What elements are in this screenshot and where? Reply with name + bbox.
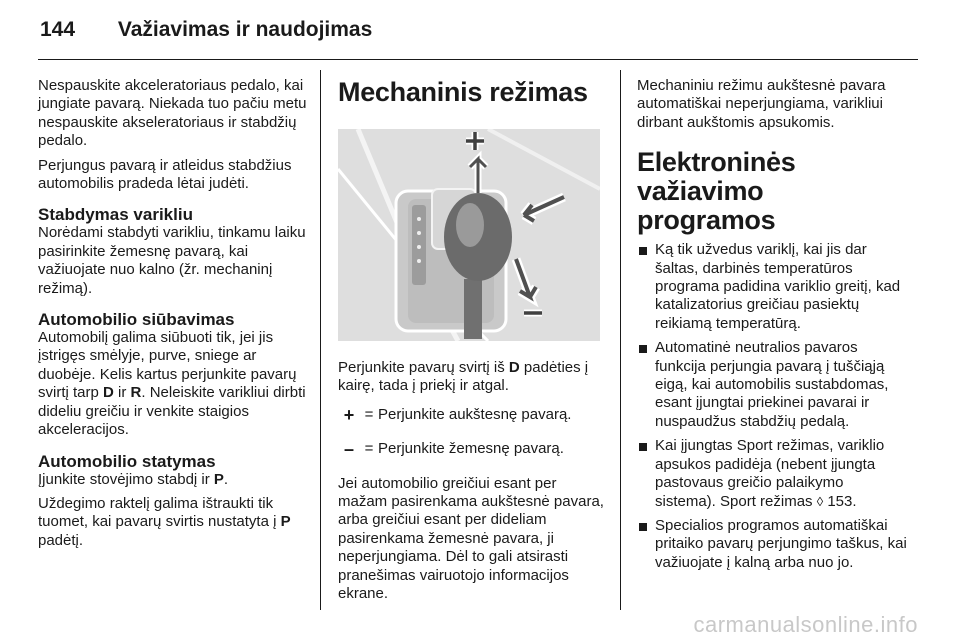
chapter-title: Važiavimas ir naudojimas — [117, 18, 373, 41]
list-item: Specialios programos automatiškai pritaiko pavarų perjungimo taškus, kai važiuojate į kalną arba nuo jo. — [637, 517, 907, 572]
list-item: Automatinė neutralios pavaros funkcija perjungia pavarą į tuščiąją eigą, kai automobilis sustabdomas, esant įjungtai priekinei pavarai ir nuspaudžus stabdžių pedalą. — [637, 339, 907, 431]
legend-minus: – = Perjunkite žemesnę pavarą. — [338, 440, 606, 458]
paragraph: Norėdami stabdyti varikliu, tinkamu laiku pasirinkite žemesnę pavarą, kai važiuojate nuo kalno (žr. mechaninį režimą). — [38, 224, 306, 297]
paragraph: Mechaniniu režimu aukštesnė pavara automatiškai neperjungiama, varikliui dirbant aukštomis apsukomis. — [637, 77, 886, 131]
bullet-icon — [639, 443, 647, 451]
gear-lever-illustration — [338, 129, 600, 341]
column-divider-2 — [620, 70, 621, 610]
list-item: Ką tik užvedus variklį, kai jis dar šaltas, darbinės temperatūros programa padidina variklio greitį, kad katalizatorius greičiau pasiektų reikiamą temperatūrą. — [637, 241, 907, 333]
watermark: carmanualsonline.info — [693, 612, 918, 637]
page-number: 144 — [40, 18, 76, 41]
bullet-icon — [639, 247, 647, 255]
minus-icon: – — [343, 439, 354, 460]
gear-lever-icon — [338, 129, 600, 341]
list-item: Kai įjungtas Sport režimas, variklio apsukos padidėja (nebent įjungta pastovaus greičio palaikymo sistema). Sport režimas ◊ 153. — [637, 437, 907, 511]
paragraph-key: Uždegimo raktelį galima ištraukti tik tuomet, kai pavarų svirtis nustatyta į P padėtį. — [38, 494, 291, 549]
legend-plus: + = Perjunkite aukštesnę pavarą. — [338, 406, 606, 424]
column-2 — [338, 78, 606, 609]
section-title-electronic-programs: Elektroninės važiavimo programos — [637, 147, 796, 236]
header-rule — [38, 59, 918, 60]
paragraph: Jei automobilio greičiui esant per mažam pasirenkama aukštesnė pavara, arba greičiui esant per dideliam pasirenkama žemesnė pavara, ji neperjungiama. Dėl to gali atsirasti pranešimas vairuotojo informacijos ekrane. — [338, 474, 604, 603]
paragraph: Perjungus pavarą ir atleidus stabdžius automobilis pradeda lėtai judėti. — [38, 156, 292, 193]
section-title-manual-mode: Mechaninis režimas — [338, 77, 588, 107]
paragraph: Nespauskite akceleratoriaus pedalo, kai jungiate pavarą. Niekada tuo pačiu metu nespauskite akseleratoriaus ir stabdžių pedalo. — [38, 77, 307, 150]
paragraph-rocking: Automobilį galima siūbuoti tik, jei jis įstrigęs smėlyje, purve, sniege ar duobėje. Kelis kartus perjunkite pavarų svirtį tarp D ir R. Neleiskite varikliui dirbti dideliu greičiu ir venkite staigios akceleracijos. — [38, 329, 306, 439]
bullet-icon — [639, 523, 647, 531]
heading-rocking: Automobilio siūbavimas — [38, 310, 235, 330]
plus-icon: + — [343, 404, 355, 425]
page-header — [40, 18, 372, 42]
column-1 — [38, 77, 308, 556]
bullet-icon — [639, 345, 647, 353]
column-3 — [637, 77, 907, 578]
image-caption: Perjunkite pavarų svirtį iš D padėties į kairę, tada į priekį ir atgal. — [338, 359, 589, 395]
paragraph-parking: Įjunkite stovėjimo stabdį ir P. — [38, 470, 229, 488]
heading-engine-braking: Stabdymas varikliu — [38, 205, 193, 225]
page-reference-icon: ◊ — [816, 493, 824, 509]
heading-parking: Automobilio statymas — [38, 451, 216, 471]
column-divider-1 — [320, 70, 321, 610]
